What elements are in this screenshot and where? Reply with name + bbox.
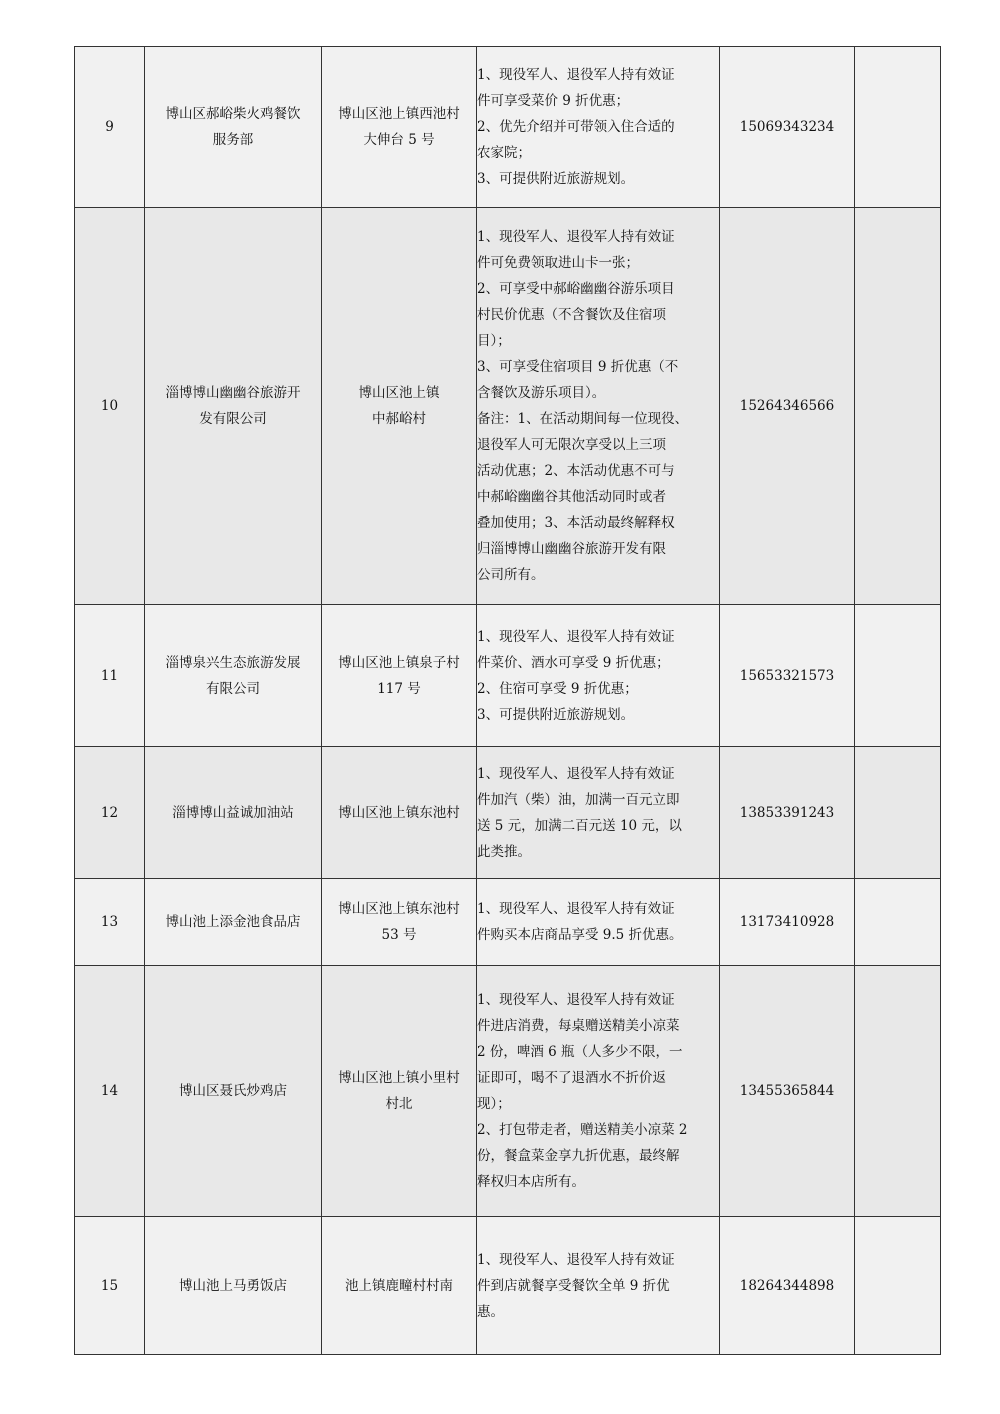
merchant-name: 淄博博山益诚加油站 — [145, 747, 322, 879]
merchant-name: 博山区聂氏炒鸡店 — [145, 966, 322, 1217]
remarks-cell — [855, 605, 941, 747]
remarks-cell — [855, 47, 941, 208]
offer-details: 1、现役军人、退役军人持有效证 件进店消费，每桌赠送精美小凉菜 2 份，啤酒 6 瓶（人多少不限，一 证即可，喝不了退酒水不折价返 现）； 2、打包带走者，赠送精美小凉菜 2 份，餐盒菜金享九折优惠，最终解 释权归本店所有。 — [477, 966, 720, 1217]
table-row — [75, 747, 941, 879]
row-number: 11 — [75, 605, 145, 747]
contact-phone: 15653321573 — [720, 605, 855, 747]
table-row — [75, 1217, 941, 1355]
table-row — [75, 879, 941, 966]
table-row — [75, 208, 941, 605]
offer-details: 1、现役军人、退役军人持有效证 件菜价、酒水可享受 9 折优惠； 2、住宿可享受 9 折优惠； 3、可提供附近旅游规划。 — [477, 605, 720, 747]
contact-phone: 18264344898 — [720, 1217, 855, 1355]
remarks-cell — [855, 208, 941, 605]
merchant-address: 博山区池上镇泉子村 117 号 — [322, 605, 477, 747]
contact-phone: 13455365844 — [720, 966, 855, 1217]
contact-phone: 13173410928 — [720, 879, 855, 966]
merchant-address: 池上镇鹿疃村村南 — [322, 1217, 477, 1355]
table-row — [75, 966, 941, 1217]
contact-phone: 13853391243 — [720, 747, 855, 879]
merchant-name: 博山池上添金池食品店 — [145, 879, 322, 966]
merchant-address: 博山区池上镇东池村 53 号 — [322, 879, 477, 966]
offer-details: 1、现役军人、退役军人持有效证 件购买本店商品享受 9.5 折优惠。 — [477, 879, 720, 966]
remarks-cell — [855, 966, 941, 1217]
remarks-cell — [855, 879, 941, 966]
merchant-table — [74, 46, 941, 1355]
table-row — [75, 47, 941, 208]
remarks-cell — [855, 1217, 941, 1355]
offer-details: 1、现役军人、退役军人持有效证 件可享受菜价 9 折优惠； 2、优先介绍并可带领入住合适的 农家院； 3、可提供附近旅游规划。 — [477, 47, 720, 208]
contact-phone: 15264346566 — [720, 208, 855, 605]
merchant-address: 博山区池上镇 中郝峪村 — [322, 208, 477, 605]
remarks-cell — [855, 747, 941, 879]
row-number: 12 — [75, 747, 145, 879]
offer-details: 1、现役军人、退役军人持有效证 件加汽（柴）油，加满一百元立即 送 5 元，加满二百元送 10 元，以 此类推。 — [477, 747, 720, 879]
merchant-name: 博山池上马勇饭店 — [145, 1217, 322, 1355]
offer-details: 1、现役军人、退役军人持有效证 件到店就餐享受餐饮全单 9 折优 惠。 — [477, 1217, 720, 1355]
offer-details: 1、现役军人、退役军人持有效证 件可免费领取进山卡一张； 2、可享受中郝峪幽幽谷游乐项目 村民价优惠（不含餐饮及住宿项 目）； 3、可享受住宿项目 9 折优惠（不 含餐饮及游乐项目）。 备注：1、在活动期间每一位现役、 退役军人可无限次享受以上三项 活动优惠；2、本活动优惠不可与 中郝峪幽幽谷其他活动同时或者 叠加使用；3、本活动最终解释权 归淄博博山幽幽谷旅游开发有限 公司所有。 — [477, 208, 720, 605]
row-number: 14 — [75, 966, 145, 1217]
merchant-name: 淄博泉兴生态旅游发展 有限公司 — [145, 605, 322, 747]
row-number: 9 — [75, 47, 145, 208]
row-number: 10 — [75, 208, 145, 605]
table-row — [75, 605, 941, 747]
merchant-name: 博山区郝峪柴火鸡餐饮 服务部 — [145, 47, 322, 208]
merchant-address: 博山区池上镇小里村 村北 — [322, 966, 477, 1217]
row-number: 15 — [75, 1217, 145, 1355]
contact-phone: 15069343234 — [720, 47, 855, 208]
merchant-name: 淄博博山幽幽谷旅游开 发有限公司 — [145, 208, 322, 605]
merchant-address: 博山区池上镇西池村 大伸台 5 号 — [322, 47, 477, 208]
merchant-address: 博山区池上镇东池村 — [322, 747, 477, 879]
row-number: 13 — [75, 879, 145, 966]
